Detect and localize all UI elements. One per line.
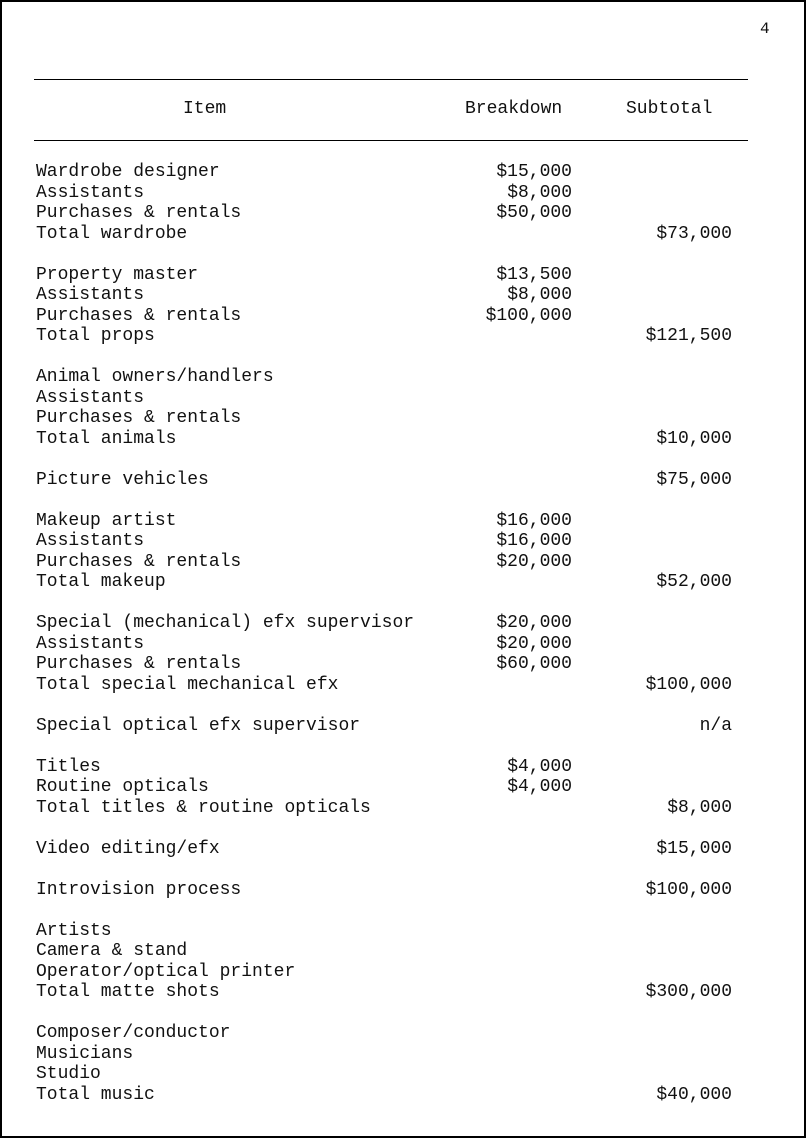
table-row <box>2 654 804 675</box>
row-breakdown: $16,000 <box>496 510 572 531</box>
row-label: Artists <box>36 920 112 941</box>
row-subtotal: $10,000 <box>656 428 732 449</box>
table-row <box>2 757 804 778</box>
row-breakdown: $20,000 <box>496 551 572 572</box>
row-label: Purchases & rentals <box>36 654 242 674</box>
row-breakdown: $4,000 <box>507 777 572 797</box>
budget-section <box>2 839 804 860</box>
table-row <box>2 634 804 655</box>
row-label: Titles <box>36 756 101 777</box>
row-label: Total music <box>36 1084 155 1105</box>
table-header <box>2 99 804 123</box>
row-label: Special optical efx supervisor <box>36 715 361 736</box>
row-breakdown: $8,000 <box>507 182 572 203</box>
row-label: Total special mechanical efx <box>36 674 339 695</box>
row-subtotal: $100,000 <box>645 879 732 900</box>
budget-section <box>2 921 804 1003</box>
row-label: Total wardrobe <box>36 223 188 244</box>
row-label: Assistants <box>36 531 145 551</box>
table-row <box>2 265 804 286</box>
row-label: Property master <box>36 264 199 285</box>
table-row <box>2 613 804 634</box>
row-subtotal: $52,000 <box>656 572 732 592</box>
table-row <box>2 716 804 737</box>
row-label: Operator/optical printer <box>36 961 296 982</box>
table-row <box>2 798 804 819</box>
row-breakdown: $20,000 <box>496 633 572 654</box>
row-subtotal: $75,000 <box>656 469 732 490</box>
header-subtotal: Subtotal <box>626 99 713 119</box>
budget-section <box>2 716 804 737</box>
table-row <box>2 203 804 224</box>
budget-section <box>2 1023 804 1105</box>
row-label: Wardrobe designer <box>36 162 220 182</box>
row-label: Assistants <box>36 387 145 408</box>
row-subtotal: $73,000 <box>656 223 732 244</box>
row-label: Makeup artist <box>36 510 177 531</box>
table-row <box>2 224 804 245</box>
table-row <box>2 1064 804 1085</box>
row-label: Purchases & rentals <box>36 551 242 572</box>
table-row <box>2 1044 804 1065</box>
row-label: Purchases & rentals <box>36 408 242 428</box>
table-row <box>2 388 804 409</box>
row-breakdown: $13,500 <box>496 264 572 285</box>
table-row <box>2 470 804 491</box>
table-row <box>2 777 804 798</box>
table-row <box>2 408 804 429</box>
row-label: Total animals <box>36 428 177 449</box>
budget-section <box>2 367 804 449</box>
budget-section <box>2 757 804 819</box>
table-row <box>2 941 804 962</box>
budget-section <box>2 265 804 347</box>
budget-section <box>2 880 804 901</box>
row-label: Purchases & rentals <box>36 305 242 326</box>
row-label: Musicians <box>36 1043 134 1064</box>
table-row <box>2 880 804 901</box>
row-label: Total matte shots <box>36 982 220 1002</box>
table-row <box>2 552 804 573</box>
row-label: Camera & stand <box>36 941 188 961</box>
table-row <box>2 962 804 983</box>
row-label: Routine opticals <box>36 777 209 797</box>
table-row <box>2 367 804 388</box>
row-breakdown: $8,000 <box>507 285 572 305</box>
row-label: Purchases & rentals <box>36 203 242 223</box>
page-number: 4 <box>760 20 770 38</box>
row-subtotal: $8,000 <box>667 797 732 818</box>
budget-section <box>2 470 804 491</box>
row-label: Assistants <box>36 285 145 305</box>
table-row <box>2 326 804 347</box>
row-label: Studio <box>36 1064 101 1084</box>
row-breakdown: $50,000 <box>496 203 572 223</box>
row-breakdown: $15,000 <box>496 162 572 182</box>
row-label: Picture vehicles <box>36 469 209 490</box>
row-label: Assistants <box>36 633 145 654</box>
table-row <box>2 982 804 1003</box>
row-breakdown: $20,000 <box>496 613 572 633</box>
table-row <box>2 1085 804 1106</box>
row-label: Total makeup <box>36 572 166 592</box>
header-breakdown: Breakdown <box>465 99 563 119</box>
row-label: Introvision process <box>36 879 242 900</box>
table-row <box>2 429 804 450</box>
budget-table-body <box>2 162 804 1126</box>
budget-section <box>2 162 804 244</box>
row-label: Special (mechanical) efx supervisor <box>36 613 415 633</box>
row-breakdown: $16,000 <box>496 531 572 551</box>
table-row <box>2 531 804 552</box>
row-breakdown: $60,000 <box>496 654 572 674</box>
row-label: Animal owners/handlers <box>36 367 274 387</box>
table-row <box>2 162 804 183</box>
row-label: Video editing/efx <box>36 838 220 859</box>
top-rule <box>34 79 748 80</box>
table-row <box>2 1023 804 1044</box>
table-row <box>2 839 804 860</box>
table-row <box>2 306 804 327</box>
table-row <box>2 511 804 532</box>
budget-section <box>2 613 804 695</box>
table-row <box>2 921 804 942</box>
budget-section <box>2 511 804 593</box>
row-subtotal: $40,000 <box>656 1084 732 1105</box>
row-label: Total props <box>36 326 155 346</box>
header-rule <box>34 140 748 141</box>
table-row <box>2 675 804 696</box>
row-label: Composer/conductor <box>36 1023 231 1043</box>
row-subtotal: $100,000 <box>645 674 732 695</box>
row-subtotal: n/a <box>699 715 732 736</box>
table-row <box>2 572 804 593</box>
header-item: Item <box>183 99 227 119</box>
table-row <box>2 183 804 204</box>
row-label: Total titles & routine opticals <box>36 797 371 818</box>
row-subtotal: $121,500 <box>645 326 732 346</box>
row-breakdown: $100,000 <box>485 305 572 326</box>
table-row <box>2 285 804 306</box>
row-breakdown: $4,000 <box>507 756 572 777</box>
row-label: Assistants <box>36 182 145 203</box>
row-subtotal: $300,000 <box>645 982 732 1002</box>
row-subtotal: $15,000 <box>656 838 732 859</box>
